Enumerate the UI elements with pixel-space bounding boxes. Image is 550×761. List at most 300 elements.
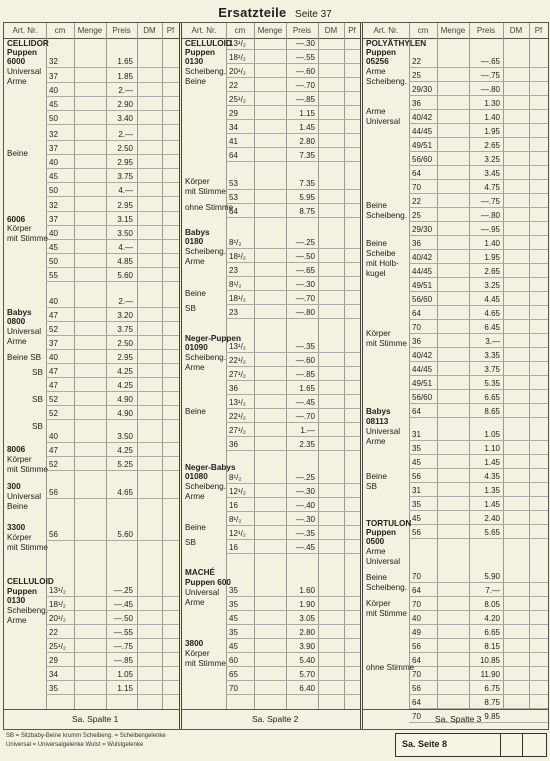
group-heading: POLYÄTHYLEN xyxy=(366,39,427,48)
part-label: Universal xyxy=(366,427,401,436)
size-cm: 45 xyxy=(229,614,238,623)
table-row xyxy=(226,134,360,148)
part-label: mit Holb- xyxy=(366,259,399,268)
group-heading: 3300 xyxy=(7,523,26,532)
price: 4.— xyxy=(118,243,133,252)
part-label: mit Stimme xyxy=(185,659,226,668)
group-heading: CELLULOID xyxy=(185,39,232,48)
size-cm: 49/51 xyxy=(412,141,433,150)
price: 1.40 xyxy=(484,113,500,122)
header-dm: DM xyxy=(143,26,156,35)
size-cm: 56 xyxy=(412,472,421,481)
price: —.25 xyxy=(295,473,315,482)
table-row xyxy=(409,625,548,639)
price: 1.— xyxy=(300,426,315,435)
size-cm: 70 xyxy=(412,323,421,332)
table-row xyxy=(226,611,360,625)
size-cm: 35 xyxy=(229,628,238,637)
price: —.95 xyxy=(480,225,500,234)
price: —.85 xyxy=(295,95,315,104)
table-row xyxy=(46,83,179,97)
price: 4.25 xyxy=(117,367,133,376)
table-row xyxy=(409,695,548,709)
price: —.30 xyxy=(295,280,315,289)
price: 5.40 xyxy=(299,656,315,665)
size-cm: 22 xyxy=(229,81,238,90)
price: —.30 xyxy=(295,487,315,496)
size-cm: 50 xyxy=(49,114,58,123)
size-cm: 36 xyxy=(412,337,421,346)
price: 1.35 xyxy=(484,486,500,495)
size-cm: 35 xyxy=(49,684,58,693)
price: 3.15 xyxy=(117,215,133,224)
size-cm: 37 xyxy=(49,144,58,153)
price: 4.25 xyxy=(117,381,133,390)
table-row xyxy=(46,155,179,169)
part-label: Körper xyxy=(185,177,210,186)
price: 1.45 xyxy=(299,123,315,132)
group-heading: Puppen 600 xyxy=(185,578,231,587)
table-row xyxy=(409,250,548,264)
group-heading: 01090 xyxy=(185,343,208,352)
group-heading: MACHÉ xyxy=(185,568,216,577)
size-cm: 29/30 xyxy=(412,85,433,94)
size-cm: 25 xyxy=(412,211,421,220)
table-row xyxy=(409,569,548,583)
size-cm: 31 xyxy=(412,486,421,495)
size-cm: 50 xyxy=(49,186,58,195)
price: 5.25 xyxy=(117,460,133,469)
price: 11.90 xyxy=(480,670,500,679)
header-cm: cm xyxy=(54,26,66,35)
size-cm: 56/60 xyxy=(412,155,433,164)
column-header xyxy=(4,23,179,39)
part-label: Arme xyxy=(185,492,205,501)
table-row xyxy=(409,96,548,110)
table-row xyxy=(226,106,360,120)
price: —.25 xyxy=(295,238,315,247)
price: 6.40 xyxy=(299,684,315,693)
price: 4.75 xyxy=(484,183,500,192)
size-cm: 13¹/₂ xyxy=(229,398,246,407)
size-cm: 44/45 xyxy=(412,267,433,276)
price: 3.45 xyxy=(484,169,500,178)
part-label: Arme xyxy=(366,107,386,116)
table-row xyxy=(46,583,179,597)
price: —.65 xyxy=(295,266,315,275)
size-cm: 34 xyxy=(49,670,58,679)
size-cm: 40/42 xyxy=(412,351,433,360)
table-row xyxy=(226,498,360,512)
part-label: ohne Stimme xyxy=(185,203,234,212)
size-cm: 8¹/₂ xyxy=(229,280,242,289)
table-row xyxy=(409,469,548,483)
price: —.70 xyxy=(295,81,315,90)
group-heading: Puppen xyxy=(366,48,397,57)
total-dm-cell xyxy=(500,734,501,756)
part-label: SB xyxy=(366,482,377,491)
price: —.70 xyxy=(295,412,315,421)
table-row xyxy=(409,306,548,320)
table-row xyxy=(226,64,360,78)
price: 6.65 xyxy=(484,628,500,637)
table-row xyxy=(46,294,179,308)
price: 6.65 xyxy=(484,393,500,402)
group-heading: Babys xyxy=(185,228,210,237)
price: 3.40 xyxy=(117,114,133,123)
price: 2.95 xyxy=(117,353,133,362)
table-row xyxy=(409,597,548,611)
size-cm: 45 xyxy=(229,642,238,651)
table-row xyxy=(46,97,179,111)
price: 4.20 xyxy=(484,614,500,623)
column-header xyxy=(363,23,548,39)
size-cm: 25¹/₂ xyxy=(49,642,66,651)
table-row xyxy=(226,512,360,526)
part-label: Arme xyxy=(366,547,386,556)
header-preis: Preis xyxy=(112,26,131,35)
title-text: Ersatzteile xyxy=(218,5,287,20)
table-row xyxy=(226,92,360,106)
size-cm: 37 xyxy=(49,72,58,81)
size-cm: 37 xyxy=(49,339,58,348)
size-cm: 45 xyxy=(412,458,421,467)
table-row xyxy=(409,681,548,695)
part-label: Scheibe xyxy=(366,249,396,258)
price: —.80 xyxy=(480,211,500,220)
table-row xyxy=(409,320,548,334)
table-row xyxy=(46,639,179,653)
part-label: mit Stimme xyxy=(7,465,48,474)
size-cm: 23 xyxy=(229,308,238,317)
part-label: Universal xyxy=(7,492,42,501)
table-row xyxy=(226,148,360,162)
size-cm: 70 xyxy=(412,572,421,581)
size-cm: 40 xyxy=(412,614,421,623)
subtotal-label: Sa. Spalte 2 xyxy=(252,714,299,724)
table-row xyxy=(409,390,548,404)
part-label: Körper xyxy=(7,533,32,542)
price: 1.65 xyxy=(299,384,315,393)
price: —.25 xyxy=(113,586,133,595)
size-cm: 22 xyxy=(412,57,421,66)
group-heading: 0130 xyxy=(7,596,26,605)
size-cm: 52 xyxy=(49,325,58,334)
table-row xyxy=(226,50,360,64)
group-heading: Puppen xyxy=(185,48,216,57)
group-heading: TORTULON xyxy=(366,519,412,528)
size-cm: 45 xyxy=(49,243,58,252)
table-row xyxy=(226,36,360,50)
table-row xyxy=(409,611,548,625)
part-label: Beine xyxy=(366,573,387,582)
price: 4.65 xyxy=(117,488,133,497)
table-row xyxy=(409,292,548,306)
part-label: Körper xyxy=(185,649,210,658)
part-label: Scheibeng. xyxy=(185,482,226,491)
size-cm: 50 xyxy=(49,257,58,266)
part-label: Beine xyxy=(366,472,387,481)
part-label: kugel xyxy=(366,269,386,278)
table-row xyxy=(46,485,179,499)
table-row xyxy=(409,180,548,194)
table-row xyxy=(226,409,360,423)
table-row xyxy=(409,138,548,152)
legend xyxy=(6,732,166,750)
price: 5.60 xyxy=(117,530,133,539)
size-cm: 40/42 xyxy=(412,113,433,122)
part-label: SB xyxy=(185,304,196,313)
size-cm: 64 xyxy=(229,207,238,216)
table-row xyxy=(46,226,179,240)
table-row xyxy=(409,124,548,138)
size-cm: 47 xyxy=(49,311,58,320)
size-cm: 12¹/₂ xyxy=(229,487,246,496)
price: 8.05 xyxy=(484,600,500,609)
price: 3.35 xyxy=(484,351,500,360)
size-cm: 56/60 xyxy=(412,393,433,402)
size-cm: 34 xyxy=(229,123,238,132)
table-row xyxy=(226,277,360,291)
price: 4.90 xyxy=(117,409,133,418)
part-label: Beine xyxy=(7,502,28,511)
size-cm: 64 xyxy=(412,309,421,318)
price: 1.15 xyxy=(299,109,315,118)
table-row xyxy=(226,190,360,204)
price: 6.45 xyxy=(484,323,500,332)
parts-table xyxy=(3,22,549,730)
page-total-box xyxy=(395,733,547,757)
table-row xyxy=(46,429,179,443)
table-row xyxy=(226,583,360,597)
table-row xyxy=(226,653,360,667)
price: —.45 xyxy=(295,398,315,407)
price: —.35 xyxy=(295,529,315,538)
size-cm: 64 xyxy=(412,169,421,178)
price: 1.95 xyxy=(484,127,500,136)
price: 3.25 xyxy=(484,281,500,290)
size-cm: 60 xyxy=(229,656,238,665)
part-label: Arme xyxy=(366,437,386,446)
price: 5.60 xyxy=(117,271,133,280)
table-row xyxy=(46,597,179,611)
price: 5.95 xyxy=(299,193,315,202)
price: —.45 xyxy=(295,543,315,552)
price: 5.70 xyxy=(299,670,315,679)
price: —.30 xyxy=(295,515,315,524)
table-row xyxy=(46,141,179,155)
size-cm: 45 xyxy=(49,100,58,109)
part-label: Arme xyxy=(185,363,205,372)
size-cm: 40 xyxy=(49,353,58,362)
group-heading: 01080 xyxy=(185,472,208,481)
size-cm: 64 xyxy=(412,586,421,595)
table-row xyxy=(46,667,179,681)
header-cm: cm xyxy=(234,26,246,35)
size-cm: 40 xyxy=(49,229,58,238)
part-label: Körper xyxy=(7,455,32,464)
size-cm: 36 xyxy=(412,99,421,108)
price: 4.25 xyxy=(117,446,133,455)
size-cm: 18¹/₂ xyxy=(49,600,66,609)
size-cm: 35 xyxy=(412,500,421,509)
price: 8.65 xyxy=(484,407,500,416)
size-cm: 36 xyxy=(229,440,238,449)
size-cm: 20¹/₂ xyxy=(229,67,246,76)
part-label: mit Stimme xyxy=(185,187,226,196)
table-row xyxy=(409,334,548,348)
group-heading: Babys xyxy=(366,407,391,416)
price: —.65 xyxy=(480,57,500,66)
price: 8.75 xyxy=(484,698,500,707)
header-preis: Preis xyxy=(292,26,312,35)
table-row xyxy=(226,381,360,395)
price: 10.85 xyxy=(479,656,500,665)
column-subtotal xyxy=(4,709,179,728)
size-cm: 23 xyxy=(229,266,238,275)
table-row xyxy=(46,322,179,336)
table-row xyxy=(226,639,360,653)
table-row xyxy=(226,395,360,409)
table-row xyxy=(409,166,548,180)
table-row xyxy=(409,68,548,82)
price: 7.35 xyxy=(299,179,315,188)
price: —.45 xyxy=(113,600,133,609)
price: —.85 xyxy=(295,370,315,379)
part-label: Beine SB xyxy=(7,353,42,362)
size-cm: 13¹/₂ xyxy=(229,39,246,48)
price: —.40 xyxy=(295,501,315,510)
size-cm: 56 xyxy=(49,488,58,497)
size-cm: 35 xyxy=(229,600,238,609)
table-row xyxy=(46,364,179,378)
price: 8.15 xyxy=(484,642,500,651)
size-cm: 40 xyxy=(49,158,58,167)
group-heading: CELLIDOR xyxy=(7,39,49,48)
size-cm: 70 xyxy=(412,670,421,679)
part-label: mit Stimme xyxy=(7,234,48,243)
size-cm: 25 xyxy=(412,71,421,80)
price: 1.10 xyxy=(484,444,500,453)
part-label: SB xyxy=(32,422,43,431)
price: 4.45 xyxy=(484,295,500,304)
table-row xyxy=(46,254,179,268)
part-label: SB xyxy=(185,538,196,547)
part-label: mit Stimme xyxy=(366,609,407,618)
size-cm: 18¹/₂ xyxy=(229,294,246,303)
part-label: Beine xyxy=(185,77,206,86)
part-label: Körper xyxy=(366,599,391,608)
table-row xyxy=(226,78,360,92)
table-row xyxy=(409,208,548,222)
price: —.75 xyxy=(480,71,500,80)
section-column-2 xyxy=(182,23,360,728)
part-label: Scheibeng. xyxy=(366,211,407,220)
table-row xyxy=(409,152,548,166)
table-row xyxy=(409,404,548,418)
header-art-nr: Art. Nr. xyxy=(191,26,217,35)
table-row xyxy=(226,423,360,437)
part-label: Beine xyxy=(185,289,206,298)
price: 2.95 xyxy=(117,201,133,210)
group-heading: 8006 xyxy=(7,445,26,454)
price: 2.95 xyxy=(117,158,133,167)
table-row xyxy=(409,511,548,525)
table-row xyxy=(46,240,179,254)
price: 5.65 xyxy=(484,528,500,537)
table-row xyxy=(46,308,179,322)
table-row xyxy=(409,525,548,539)
part-label: Beine xyxy=(185,523,206,532)
price: 2.90 xyxy=(117,100,133,109)
price: 2.80 xyxy=(299,137,315,146)
size-cm: 20¹/₂ xyxy=(49,614,66,623)
price: 3.25 xyxy=(484,155,500,164)
price: 3.75 xyxy=(117,325,133,334)
size-cm: 29 xyxy=(49,656,58,665)
price: 2.35 xyxy=(299,440,315,449)
size-cm: 70 xyxy=(412,183,421,192)
part-label: Scheibeng. xyxy=(7,606,48,615)
part-label: Scheibeng. xyxy=(185,353,226,362)
part-label: Universal xyxy=(366,117,401,126)
part-label: Scheibeng. xyxy=(185,67,226,76)
price: 1.05 xyxy=(484,430,500,439)
price: 1.60 xyxy=(299,586,315,595)
price: 1.45 xyxy=(484,458,500,467)
size-cm: 18¹/₂ xyxy=(229,252,246,261)
group-heading: Puppen xyxy=(366,528,397,537)
table-row xyxy=(409,483,548,497)
price: 7.— xyxy=(485,586,500,595)
header-menge: Menge xyxy=(257,26,283,35)
size-cm: 32 xyxy=(49,130,58,139)
size-cm: 25¹/₂ xyxy=(229,95,246,104)
price: 4.90 xyxy=(117,395,133,404)
price: 3.50 xyxy=(117,432,133,441)
part-label: Arme xyxy=(7,77,27,86)
header-pf: Pf xyxy=(348,26,356,35)
part-label: Arme xyxy=(7,616,27,625)
table-row xyxy=(226,339,360,353)
table-row xyxy=(46,212,179,226)
size-cm: 44/45 xyxy=(412,365,433,374)
part-label: Universal xyxy=(185,588,220,597)
size-cm: 53 xyxy=(229,179,238,188)
header-menge: Menge xyxy=(440,26,466,35)
price: 3.20 xyxy=(117,311,133,320)
table-row xyxy=(226,291,360,305)
price: 6.75 xyxy=(484,684,500,693)
price: —.85 xyxy=(113,656,133,665)
table-row xyxy=(226,526,360,540)
part-label: Arme xyxy=(7,337,27,346)
price: 2.50 xyxy=(117,339,133,348)
table-row xyxy=(46,54,179,68)
part-label: mit Stimme xyxy=(366,339,407,348)
table-row xyxy=(409,455,548,469)
table-row xyxy=(46,268,179,282)
price: 4.— xyxy=(118,186,133,195)
price: —.60 xyxy=(295,67,315,76)
price: —.55 xyxy=(295,53,315,62)
table-row xyxy=(46,443,179,457)
part-label: ohne Stimme xyxy=(366,663,415,672)
size-cm: 64 xyxy=(412,407,421,416)
size-cm: 27¹/₂ xyxy=(229,370,246,379)
size-cm: 29 xyxy=(229,109,238,118)
part-label: Arme xyxy=(366,67,386,76)
